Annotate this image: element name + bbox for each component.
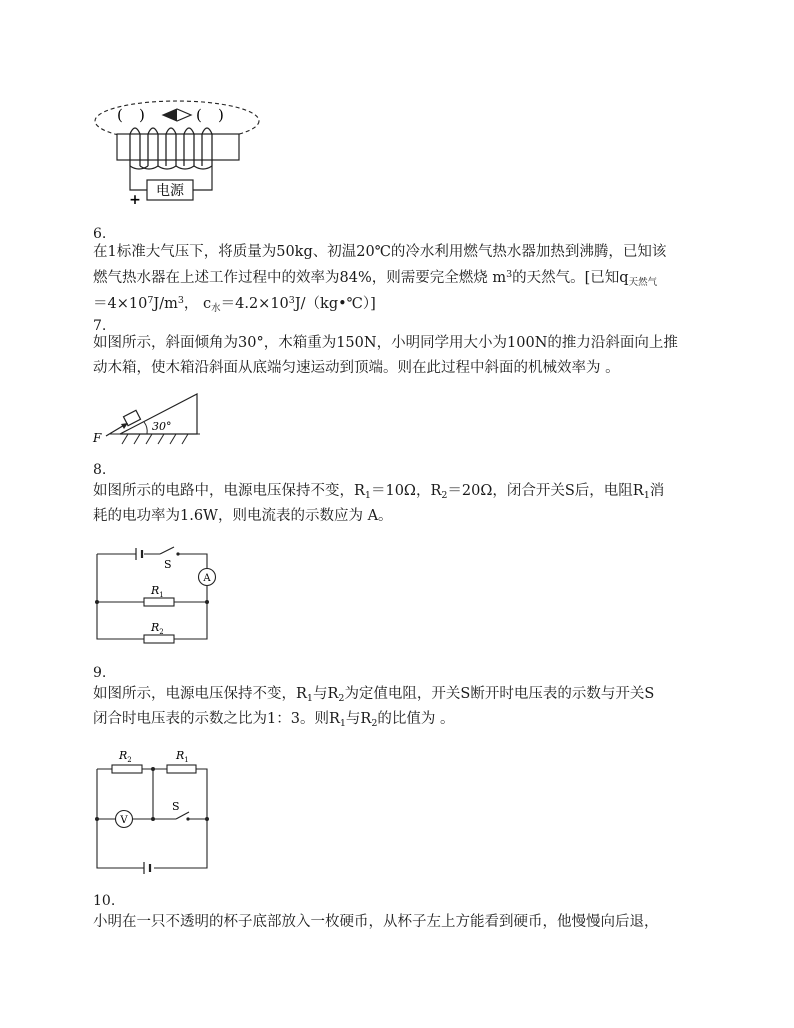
junction-left — [95, 600, 99, 604]
switch-blade — [160, 547, 174, 554]
question-10-line-1: 小明在一只不透明的杯子底部放入一枚硬币，从杯子左上方能看到硬币，他慢慢向后退， — [93, 914, 659, 930]
question-6-line-3: $=4\times 10^7J/m^3$， $c_水=4.2\times 10^3J/(kg•℃)$] — [93, 295, 376, 314]
solenoid-figure — [95, 98, 265, 208]
question-7-line-2: 动木箱，使木箱沿斜面从底端匀速运动到顶端。则在此过程中斜面的机械效率为 。 — [93, 360, 620, 376]
switch-contact — [176, 552, 179, 555]
resistor-r2-label: $R_2$ — [119, 749, 132, 764]
voltmeter-label: V — [120, 815, 128, 826]
question-9-line-1: 如图所示，电源电压保持不变，$R_1$与$R_2$为定值电阻，开关S断开时电压表的示数与开关S — [93, 686, 655, 704]
positive-terminal-sign: + — [129, 192, 141, 208]
incline-figure — [92, 390, 212, 450]
pole-paren-right-close: ) — [218, 106, 224, 124]
iron-core — [117, 134, 239, 160]
pole-paren-right-open: ( — [196, 106, 202, 124]
question-8-line-1: 如图所示的电路中，电源电压保持不变，$R_1=10\Omega$，$R_2=20\Omega$，闭合开关S后，电阻$R_1$消 — [93, 483, 665, 501]
junction-left — [95, 817, 99, 821]
question-6-line-2: 燃气热水器在上述工作过程中的效率为84%，则需要完全燃烧 $m^3$的天然气。[已知$q_{天然气}$ — [93, 269, 658, 288]
circuit-figure-q8 — [94, 545, 224, 645]
resistor-r2 — [112, 765, 142, 773]
resistor-r2 — [144, 635, 174, 643]
switch-label: S — [172, 800, 180, 813]
question-8-number: 8. — [93, 462, 107, 478]
switch-contact — [186, 817, 189, 820]
angle-label: 30° — [152, 420, 172, 433]
circuit-figure-q9 — [94, 742, 224, 872]
compass-needle-dark-half — [163, 109, 177, 121]
resistor-r1 — [144, 598, 174, 606]
junction-right — [205, 817, 209, 821]
switch-label: S — [164, 558, 172, 571]
force-label: F — [93, 431, 102, 445]
question-9-number: 9. — [93, 665, 107, 681]
question-10-number: 10. — [93, 893, 116, 909]
ammeter-label: A — [203, 573, 211, 584]
question-6-number: 6. — [93, 226, 107, 242]
question-6-line-1: 在1标准大气压下，将质量为50kg、初温20℃的冷水利用燃气热水器加热到沸腾，已知该 — [93, 244, 667, 260]
junction-right — [205, 600, 209, 604]
junction-middle — [151, 817, 155, 821]
power-source-label: 电源 — [156, 183, 184, 199]
question-7-number: 7. — [93, 318, 107, 334]
pole-paren-left-open: ( — [117, 106, 123, 124]
junction-top — [151, 767, 155, 771]
resistor-r1 — [167, 765, 196, 773]
question-7-line-1: 如图所示，斜面倾角为30°，木箱重为150N，小明同学用大小为100N的推力沿斜面向上推 — [93, 335, 678, 351]
ground-hatching — [110, 434, 200, 444]
resistor-r2-label: $R_2$ — [151, 621, 164, 636]
resistor-r1-label: $R_1$ — [151, 584, 164, 599]
pole-paren-left-close: ) — [139, 106, 145, 124]
question-9-line-2: 闭合时电压表的示数之比为1：3。则$R_1$与$R_2$的比值为 。 — [93, 711, 455, 729]
resistor-r1-label: $R_1$ — [176, 749, 189, 764]
question-8-line-2: 耗的电功率为1.6W，则电流表的示数应为 A。 — [93, 508, 393, 524]
